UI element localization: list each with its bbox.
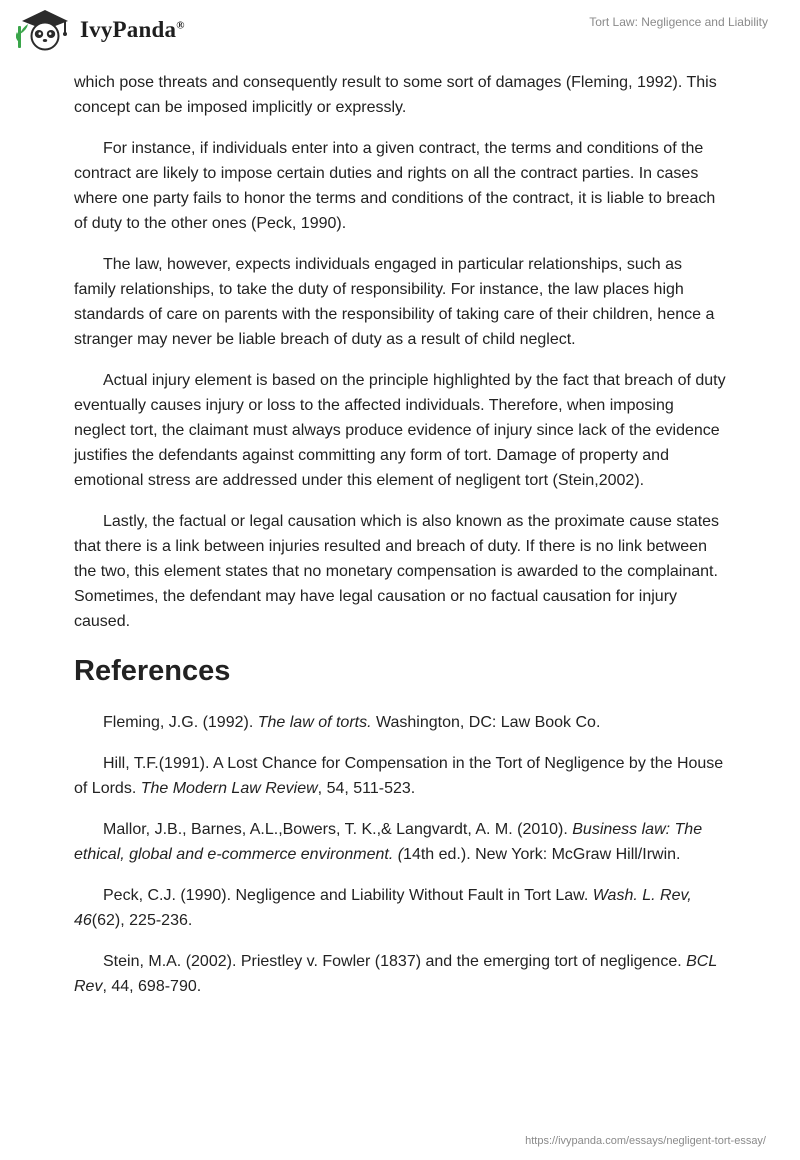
reference-item: Peck, C.J. (1990). Negligence and Liability Without Fault in Tort Law. Wash. L. Rev, 46(62), 225-236. bbox=[74, 887, 692, 929]
paragraph: For instance, if individuals enter into a given contract, the terms and conditions of the contract are likely to impose certain duties and rights on all the contract parties. In cases where one party fails to honor the terms and conditions of the contract, it is liable to breach of duty to the other ones (Peck, 1990). bbox=[74, 140, 716, 232]
page-header bbox=[0, 0, 800, 70]
reference-item: Stein, M.A. (2002). Priestley v. Fowler (1837) and the emerging tort of negligence. BCL Rev, 44, 698-790. bbox=[74, 953, 717, 995]
essay-content bbox=[74, 70, 726, 1015]
paragraph: The law, however, expects individuals engaged in particular relationships, such as family relationships, to take the duty of responsibility. For instance, the law places high standards of care on parents with the responsibility of taking care of their children, hence a stranger may never be liable breach of duty as a result of child neglect. bbox=[74, 256, 715, 348]
reference-item: Mallor, J.B., Barnes, A.L.,Bowers, T. K.,& Langvardt, A. M. (2010). Business law: The ethical, global and e-commerce environment. (14th ed.). New York: McGraw Hill/Irwin. bbox=[74, 821, 703, 863]
paragraph: Actual injury element is based on the principle highlighted by the fact that breach of duty eventually causes injury or loss to the affected individuals. Therefore, when imposing neglect tort, the claimant must always produce evidence of injury since lack of the evidence justifies the defendants against committing any form of tort. Damage of property and emotional stress are addressed under this element of negligent tort (Stein,2002). bbox=[74, 372, 726, 489]
reference-item: Hill, T.F.(1991). A Lost Chance for Compensation in the Tort of Negligence by the House of Lords. The Modern Law Review, 54, 511-523. bbox=[74, 755, 724, 797]
reference-item: Fleming, J.G. (1992). The law of torts. Washington, DC: Law Book Co. bbox=[103, 714, 601, 731]
ivypanda-logo[interactable] bbox=[16, 8, 185, 52]
paragraph: which pose threats and consequently result to some sort of damages (Fleming, 1992). This concept can be imposed implicitly or expressly. bbox=[74, 74, 717, 116]
source-url-link[interactable]: https://ivypanda.com/essays/negligent-tort-essay/ bbox=[525, 1135, 766, 1147]
references-heading: References bbox=[74, 655, 231, 687]
panda-graduate-logo-icon bbox=[16, 8, 74, 52]
document-title: Tort Law: Negligence and Liability bbox=[589, 15, 768, 29]
brand-name: IvyPanda® bbox=[80, 17, 185, 42]
paragraph: Lastly, the factual or legal causation which is also known as the proximate cause states that there is a link between injuries resulted and breach of duty. If there is no link between the two, this element states that no monetary compensation is awarded to the complainant. Sometimes, the defendant may have legal causation or no factual causation for injury caused. bbox=[74, 513, 720, 630]
